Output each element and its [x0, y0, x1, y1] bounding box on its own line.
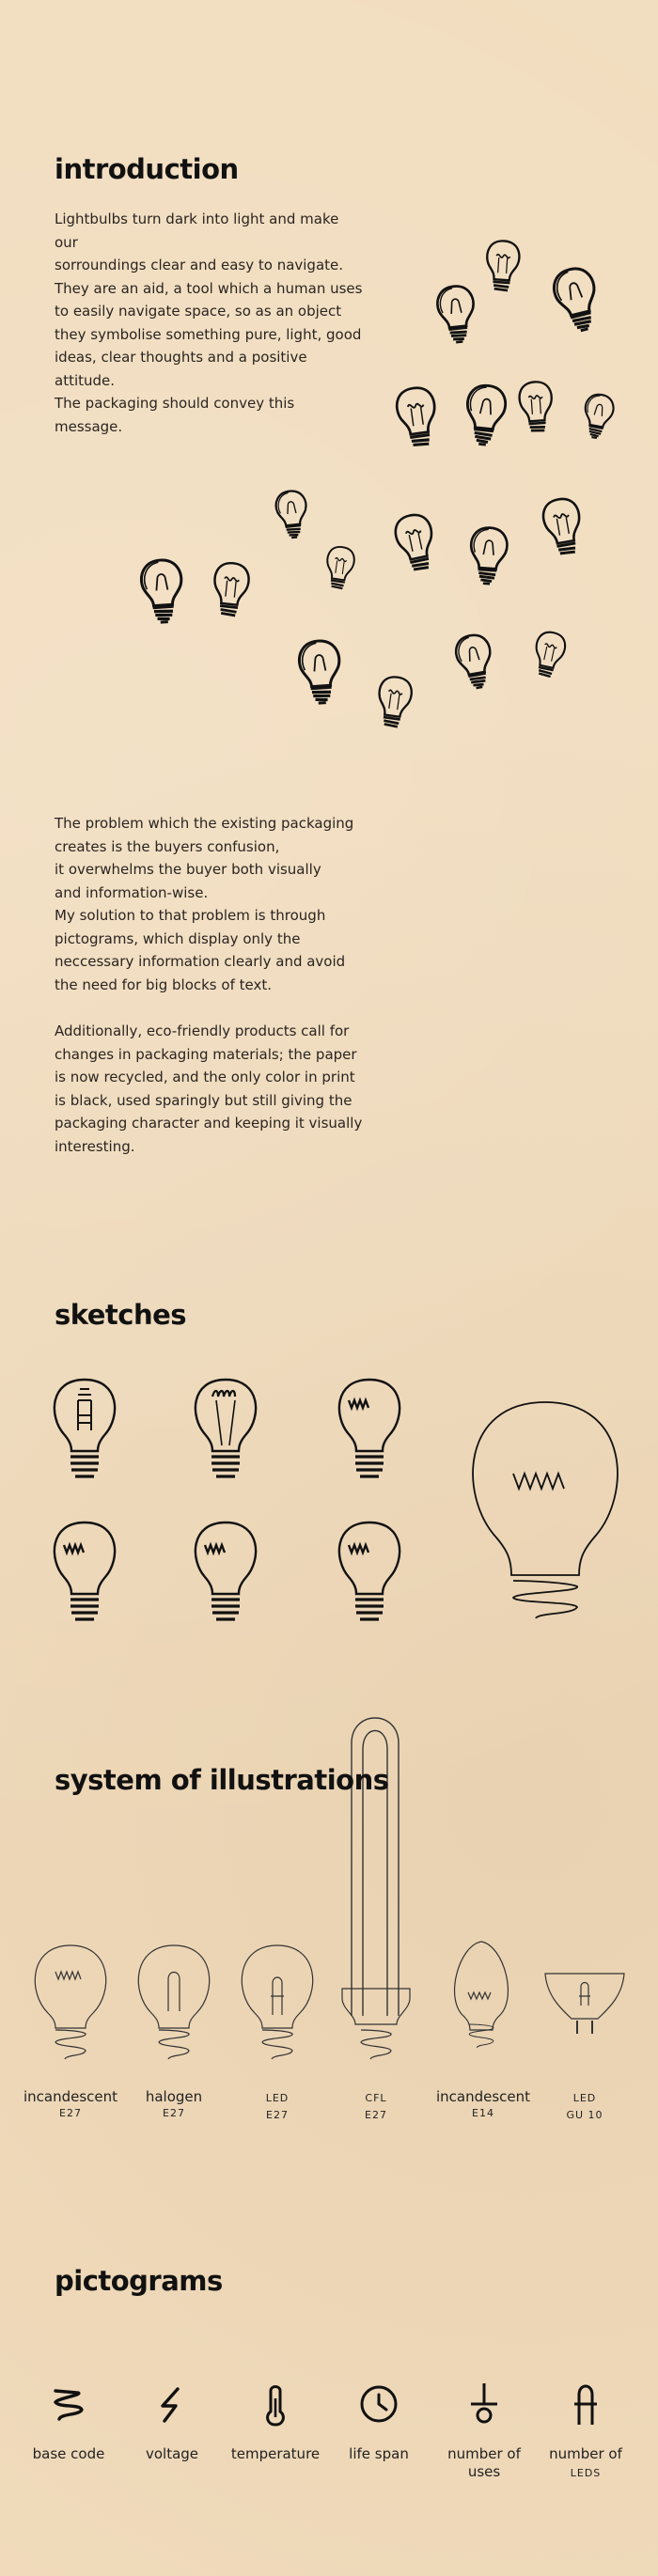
pictogram-label-number-of-uses — [432, 2445, 536, 2481]
system-label-halogen-e27 — [118, 2088, 230, 2122]
pictogram-sublabel: uses — [467, 2463, 501, 2480]
switch-icon — [471, 2383, 497, 2422]
sketches-title: sketches — [55, 1299, 187, 1331]
clock-icon — [362, 2387, 396, 2421]
pictograms-title: pictograms — [55, 2265, 223, 2297]
pictogram-label-life-span — [327, 2445, 431, 2463]
thermometer-icon — [268, 2387, 284, 2426]
system-label-led-gu10 — [528, 2088, 641, 2124]
doodle-bulbs-illustration — [0, 226, 658, 771]
voltage-icon — [163, 2389, 178, 2421]
eco-paragraph: Additionally, eco-friendly products call for changes in packaging materials; the paper is now recycled, and the only color in print is black, used sparingly but still giving the packaging character and keeping it visually interesting. — [55, 1023, 363, 1155]
pictogram-label-number-of-leds — [534, 2445, 637, 2482]
sketch-bulbs-illustration — [0, 1363, 658, 1663]
system-label-incandescent-e27 — [14, 2088, 127, 2122]
bulb-base-label: E14 — [472, 2107, 494, 2119]
system-title: system of illustrations — [55, 1764, 389, 1796]
pictogram-label: base code — [32, 2445, 105, 2462]
bulb-type-label: incandescent — [23, 2088, 118, 2105]
pictogram-label: life span — [349, 2445, 409, 2462]
pictogram-label-base-code — [17, 2445, 120, 2463]
system-bulbs-illustration — [0, 1927, 658, 2077]
bulb-base-label: E27 — [59, 2107, 82, 2119]
pictogram-label: temperature — [230, 2445, 321, 2462]
pictogram-label-temperature — [224, 2445, 327, 2463]
bulb-base-label: E27 — [365, 2109, 387, 2121]
pictogram-label-voltage — [120, 2445, 224, 2463]
bulb-base-label: E27 — [266, 2109, 289, 2121]
pictogram-row — [0, 2378, 658, 2434]
bulb-type-label: LED — [265, 2092, 290, 2104]
intro-paragraph: Lightbulbs turn dark into light and make our sorroundings clear and easy to navigate. They are an aid, a tool which a human uses to easily navigate space, so as an object they symbolise something pure, light, good ideas, clear thoughts and a positive attitude. The packaging should convey this message. — [55, 211, 363, 435]
bulb-base-label: E27 — [163, 2107, 185, 2119]
bulb-type-label: CFL — [365, 2092, 387, 2104]
pictogram-label: voltage — [145, 2445, 199, 2462]
pictogram-sublabel: LEDS — [570, 2467, 602, 2479]
system-label-cfl-e27 — [320, 2088, 432, 2124]
bulb-type-label: halogen — [145, 2088, 203, 2105]
base-code-icon — [55, 2391, 82, 2419]
bulb-type-label: LED — [572, 2092, 597, 2104]
pictogram-label: number of — [447, 2445, 521, 2462]
bulb-type-label: incandescent — [435, 2088, 531, 2105]
pictogram-label: number of — [549, 2445, 622, 2462]
intro-title: introduction — [55, 153, 239, 185]
system-label-led-e27 — [221, 2088, 334, 2124]
system-label-incandescent-e14 — [427, 2088, 540, 2122]
problem-paragraph: The problem which the existing packaging creates is the buyers confusion, it overwhelms the buyer both visually and information-wise. My solution to that problem is through pictograms, which display only the neccessary information clearly and avoid the need for big blocks of text. — [55, 815, 354, 993]
bulb-base-label: GU 10 — [566, 2109, 603, 2121]
led-icon — [574, 2386, 597, 2425]
